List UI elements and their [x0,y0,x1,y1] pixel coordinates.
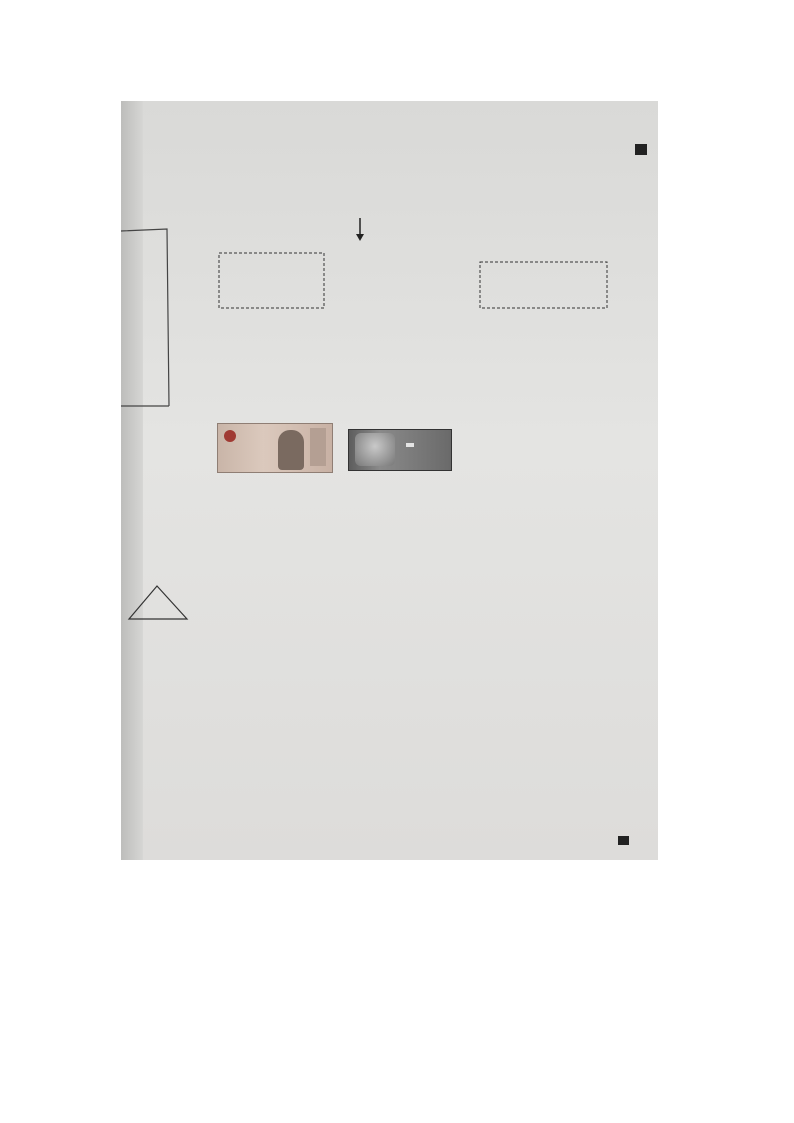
figures-portrait-icon [355,433,395,466]
fifty-yuan-bill [217,423,333,473]
exam-photo [121,101,658,860]
triangle-shape [121,584,191,624]
national-emblem-icon [224,430,236,442]
portrait-icon [278,430,304,470]
left-table-frame [121,231,171,411]
corner-mark-bottom [618,836,629,845]
clocks-figure [221,641,491,725]
bill-pattern [310,428,326,466]
bill-denomination-text [406,443,414,447]
corner-mark-top [635,144,647,155]
five-jiao-bill [348,429,452,471]
left-shadow [121,101,143,860]
stick-bundles-figure [211,186,631,336]
